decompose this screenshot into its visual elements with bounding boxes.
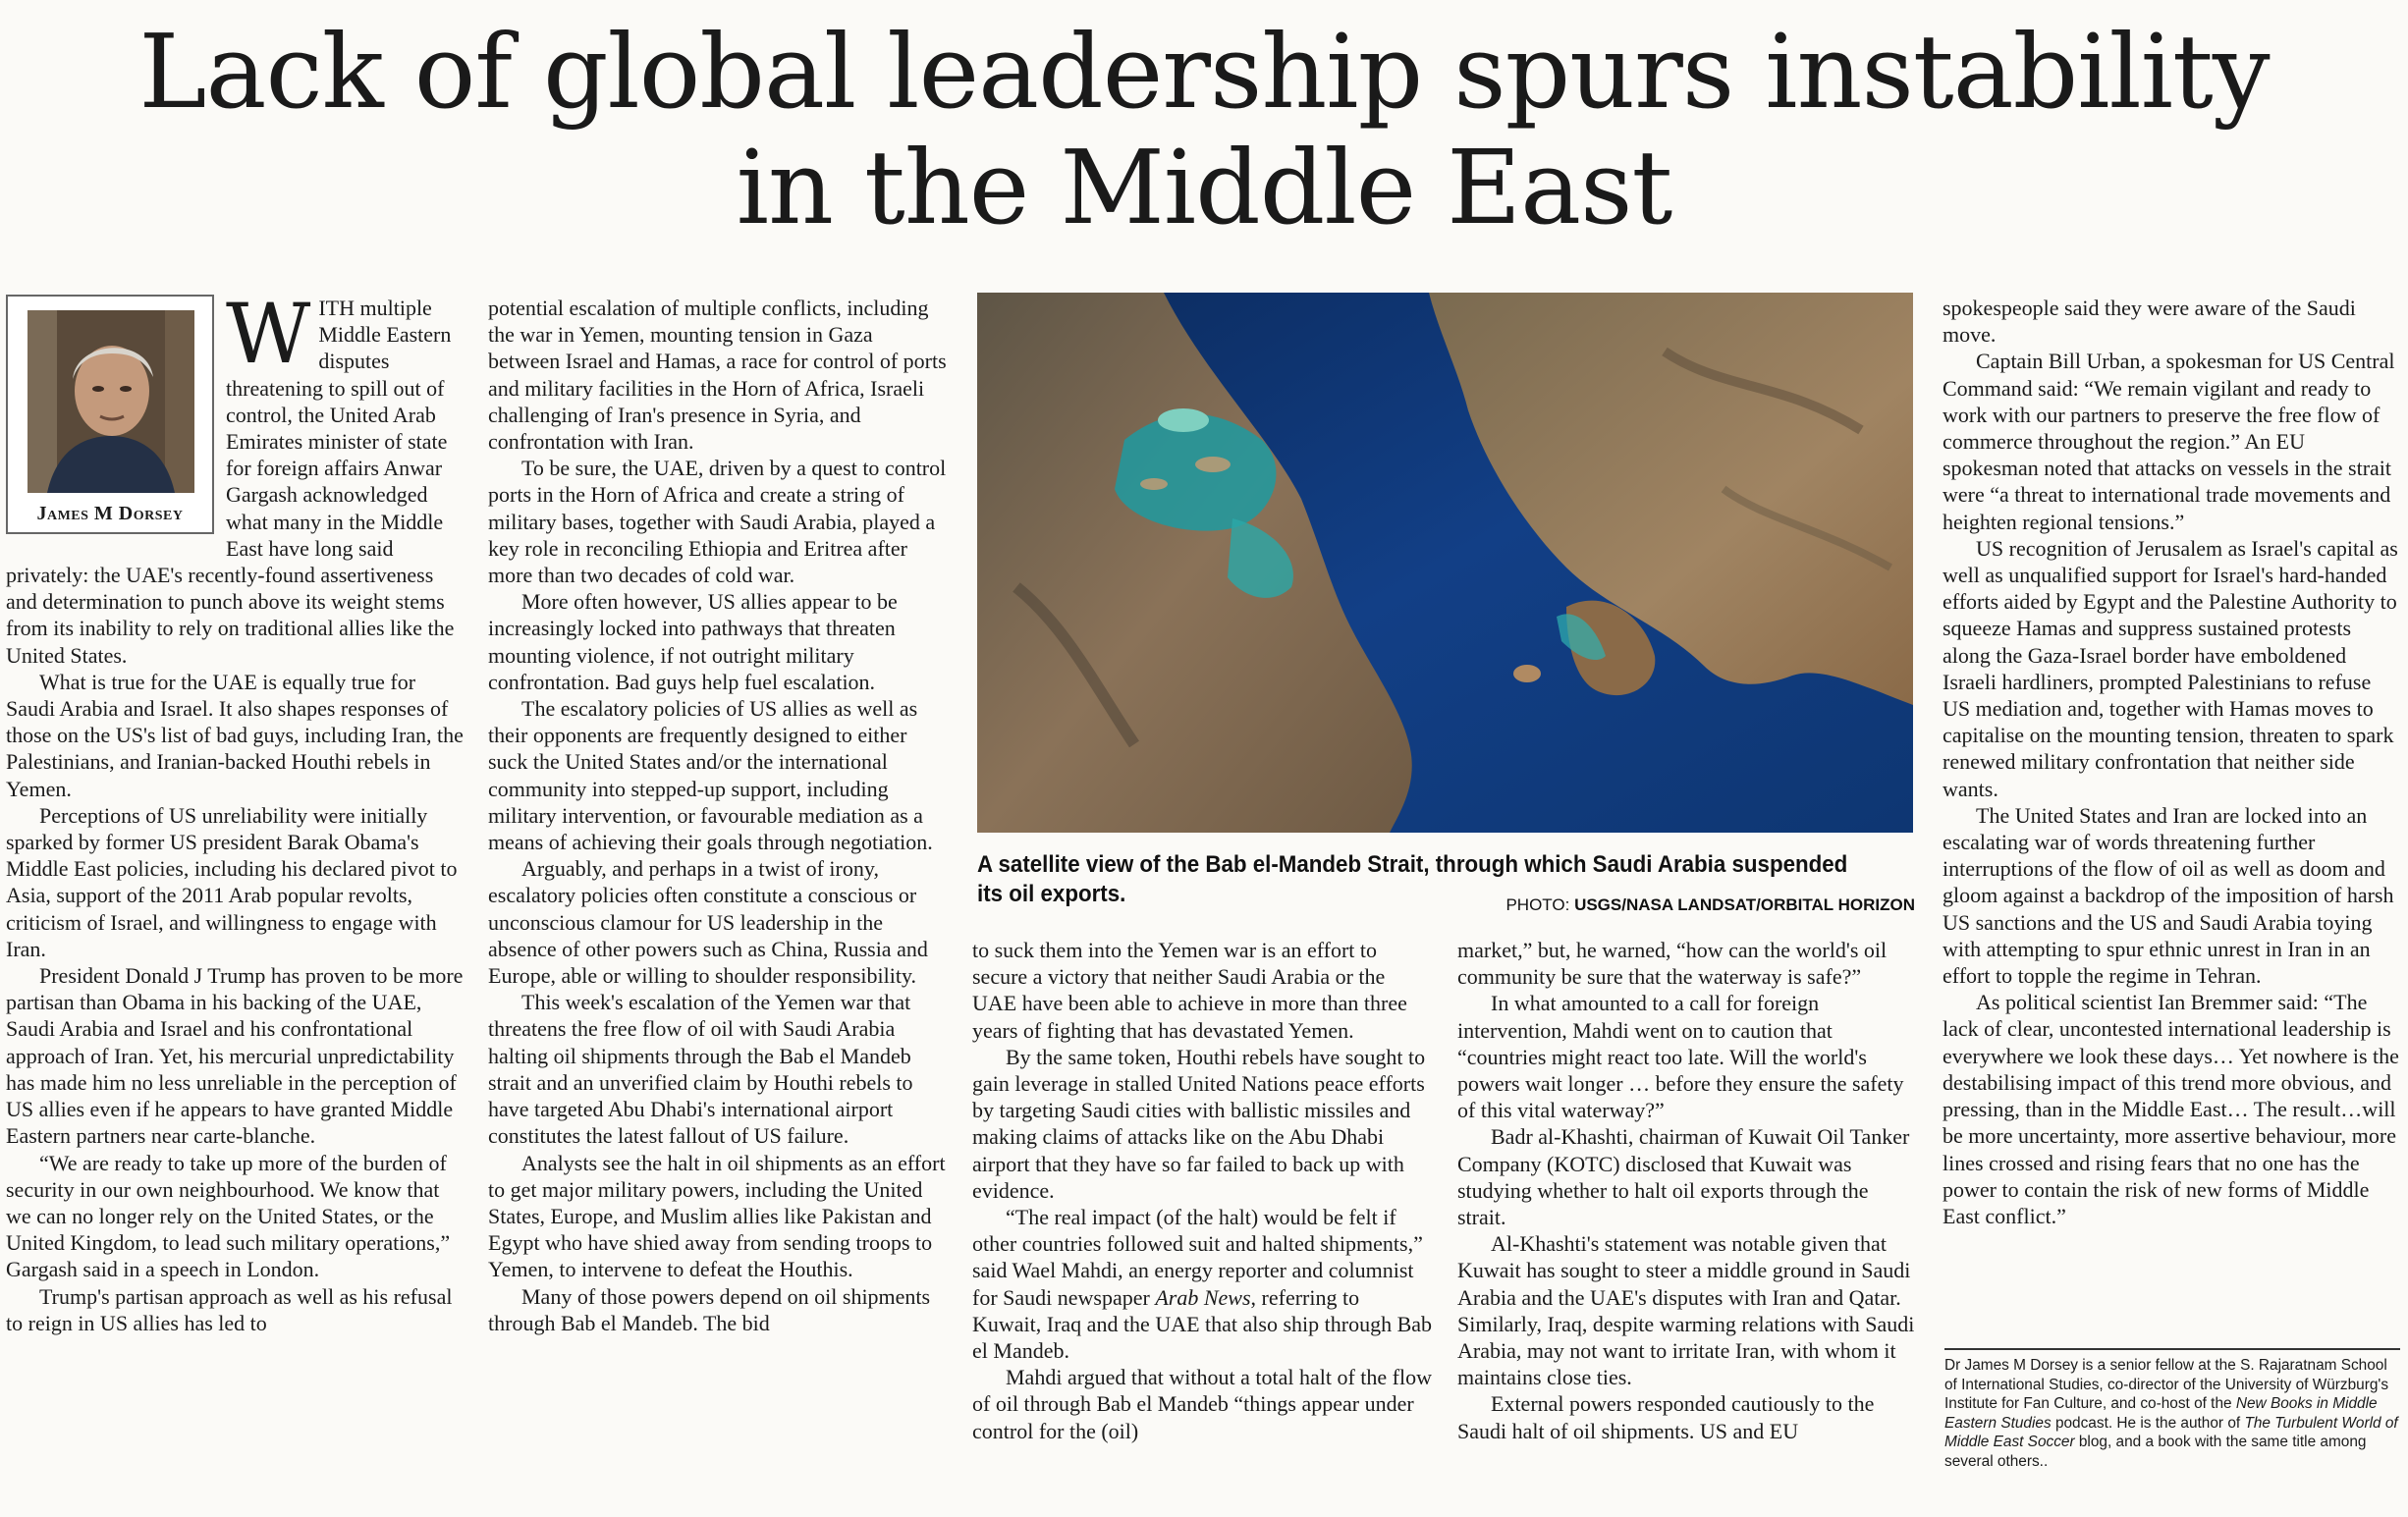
paragraph: “We are ready to take up more of the burden of security in our own neighbourhood. We know that we can no longer rely on the United States, or the United Kingdom, to lead such military operations,” Gargash said in a speech in London. xyxy=(6,1150,451,1282)
bio-text: Dr James M Dorsey is a senior fellow at the S. Rajaratnam School of International Studies, co-director of the University of Würzburg's Institute for Fan Culture, and co-host of the xyxy=(1944,1357,2389,1412)
paragraph: potential escalation of multiple conflicts, including the war in Yemen, mounting tension in Gaza between Israel and Hamas, a race for control of ports and military facilities in the Horn of Africa, Israeli challenging of Iran's presence in Syria, and confrontation with Iran. xyxy=(488,296,947,455)
paragraph: Many of those powers depend on oil shipments through Bab el Mandeb. The bid xyxy=(488,1283,931,1335)
paragraph: The escalatory policies of US allies as well as their opponents are frequently designed to either suck the United States and/or the international community into stepped-up support, including military intervention, or favourable mediation as a means of achieving their goals through negotiation. xyxy=(488,696,933,855)
paragraph: market,” but, he warned, “how can the world's oil community be sure that the waterway is safe?” xyxy=(1457,938,1888,990)
photo-credit-source: USGS/NASA LANDSAT/ORBITAL HORIZON xyxy=(1574,895,1915,914)
paragraph: External powers responded cautiously to the Saudi halt of oil shipments. US and EU xyxy=(1457,1391,1875,1443)
headline-line-1: Lack of global leadership spurs instability xyxy=(138,12,2270,132)
quote-text-end: , referring to Kuwait, Iraq and the UAE that also ship through Bab el Mandeb. xyxy=(972,1284,1433,1364)
photo-caption: A satellite view of the Bab el-Mandeb Strait, through which Saudi Arabia suspended its oil exports. xyxy=(977,851,1848,907)
paragraph: to suck them into the Yemen war is an effort to secure a victory that neither Saudi Arabia or the UAE have been able to achieve in more than three years of fighting that has devastated Yemen. xyxy=(972,938,1407,1043)
paragraph: Arguably, and perhaps in a twist of irony, escalatory policies often constitute a conscious or unconscious clamour for US leadership in the absence of other powers such as China, Russia and Europe, able or willing to shoulder responsibility. xyxy=(488,856,928,989)
author-bio xyxy=(1944,1356,2400,1471)
paragraph: US recognition of Jerusalem as Israel's capital as well as unqualified support for Israel's hard-handed efforts aided by Egypt and the Palestine Authority to squeeze Hamas and suppress sustained protests along the Gaza-Israel border have emboldened Israeli hardliners, prompted Palestinians to refuse US mediation and, together with Hamas moves to capitalise on the mounting tension, threaten to spark renewed military confrontation that neither side wants. xyxy=(1943,535,2398,801)
byline-name: James M Dorsey xyxy=(36,503,184,524)
satellite-image xyxy=(977,293,1913,833)
bio-text: podcast. He is the author of xyxy=(2054,1414,2241,1432)
photo-credit xyxy=(1477,895,1915,915)
article-column-2 xyxy=(488,295,948,1336)
satellite-photo xyxy=(977,293,1913,833)
article-column-3 xyxy=(972,937,1432,1444)
paragraph: Perceptions of US unreliability were initially sparked by former US president Barak Obama's Middle East policies, including his declared pivot to Asia, support of the 2011 Arab popular revolts, criticism of Israel, and willingness to engage with Iran. xyxy=(6,802,458,961)
paragraph: Analysts see the halt in oil shipments as an effort to get major military powers, including the United States, Europe, and Muslim allies like Pakistan and Egypt who have shied away from sending troops to Yemen, to intervene to defeat the Houthis. xyxy=(488,1150,946,1282)
article-column-1 xyxy=(6,286,465,1336)
paragraph: The United States and Iran are locked into an escalating war of words threatening further interruptions of the flow of oil as well as doom and gloom against a backdrop of the imposition of harsh US sanctions and the US and Saudi Arabia toying with attempting to spur ethnic unrest in Iran in an effort to topple the regime in Tehran. xyxy=(1943,802,2394,989)
paragraph: President Donald J Trump has proven to be more partisan than Obama in his backing of the UAE, Saudi Arabia and Israel and his confrontational approach of Iran. Yet, his mercurial unpredictability has made him no less unreliable in the perception of US allies even if he appears to have granted Middle Eastern partners near carte-blanche. xyxy=(6,963,464,1149)
paragraph: This week's escalation of the Yemen war that threatens the free flow of oil with Saudi Arabia halting oil shipments through the Bab el Mandeb strait and an unverified claim by Houthi rebels to have targeted Abu Dhabi's international airport constitutes the latest fallout of US failure. xyxy=(488,990,913,1149)
headline xyxy=(0,14,2408,245)
author-portrait xyxy=(27,310,194,493)
paragraph: What is true for the UAE is equally true for Saudi Arabia and Israel. It also shapes responses of those on the US's list of bad guys, including Iran, the Palestinians, and Iranian-backed Houthi rebels in Yemen. xyxy=(6,669,464,801)
paragraph: By the same token, Houthi rebels have sought to gain leverage in stalled United Nations peace efforts by targeting Saudi cities with ballistic missiles and making claims of attacks like on the Abu Dhabi airport that they have so far failed to back up with evidence. xyxy=(972,1044,1426,1203)
byline-box xyxy=(6,295,214,534)
bio-divider xyxy=(1944,1348,2400,1350)
blog-title: The Turbulent World of Middle East Soccer xyxy=(1944,1414,2398,1450)
paragraph: In what amounted to a call for foreign intervention, Mahdi went on to caution that “countries might react too late. Will the world's powers wait longer … before they ensure the safety of this vital waterway?” xyxy=(1457,991,1904,1123)
headline-line-2: in the Middle East xyxy=(736,128,1672,247)
paragraph: Captain Bill Urban, a spokesman for US Central Command said: “We remain vigilant and ready to work with our partners to preserve the free flow of commerce throughout the region.” An EU spokesman noted that attacks on vessels in the strait were “a threat to international trade movements and heighten regional tensions.” xyxy=(1943,349,2395,534)
article-column-4 xyxy=(1457,937,1917,1444)
paragraph: Badr al-Khashti, chairman of Kuwait Oil Tanker Company (KOTC) disclosed that Kuwait was studying whether to halt oil exports through the strait. xyxy=(1457,1124,1910,1230)
paragraph: More often however, US allies appear to be increasingly locked into pathways that threaten mounting violence, if not outright military confrontation. Bad guys help fuel escalation. xyxy=(488,589,898,694)
paragraph: spokespeople said they were aware of the Saudi move. xyxy=(1943,296,2356,348)
paragraph: Mahdi argued that without a total halt of the flow of oil through Bab el Mandeb “things appear under control for the (oil) xyxy=(972,1365,1432,1443)
podcast-title: New Books in Middle Eastern Studies xyxy=(1944,1395,2378,1432)
article-column-5 xyxy=(1943,295,2400,1229)
author-portrait-image xyxy=(27,310,194,493)
drop-cap: W xyxy=(226,286,311,382)
photo-credit-label: PHOTO: xyxy=(1505,895,1570,914)
lead-text: ITH multiple Middle Eastern disputes threatening to spill out of control, the United Arab Emirates minister of state for foreign affairs Anwar Gargash acknowledged what many in the Middle East have long said privately: the UAE's recently-found assertiveness and determination to punch above its weight stems from its inability to rely on traditional allies like the United States. xyxy=(6,296,455,668)
paragraph: Trump's partisan approach as well as his refusal to reign in US allies has led to xyxy=(6,1283,453,1335)
paragraph: As political scientist Ian Bremmer said: “The lack of clear, uncontested international leadership is everywhere we look these days… Yet nowhere is the destabilising impact of this trend more obvious, and pressing, than in the Middle East… The result…will be more uncertainty, more assertive behaviour, more lines crossed and rising fears that no one has the power to contain the risk of new forms of Middle East conflict.” xyxy=(1943,990,2399,1228)
paragraph: To be sure, the UAE, driven by a quest to control ports in the Horn of Africa and create a string of military bases, together with Saudi Arabia, played a key role in reconciling Ethiopia and Eritrea after more than two decades of cold war. xyxy=(488,456,947,588)
publication-name: Arab News xyxy=(1155,1284,1251,1310)
paragraph: Al-Khashti's statement was notable given that Kuwait has sought to steer a middle ground in Saudi Arabia and the UAE's disputes with Iran and Qatar. Similarly, Iraq, despite warming relations with Saudi Arabia, may not want to irritate Iran, with whom it maintains close ties. xyxy=(1457,1231,1915,1390)
quote-text: “The real impact (of the halt) would be felt if other countries followed suit and halted shipments,” said Wael Mahdi, an energy reporter and columnist for Saudi newspaper xyxy=(972,1205,1423,1310)
bio-text: blog, and a book with the same title among several others.. xyxy=(1944,1434,2367,1470)
paragraph xyxy=(972,1204,1432,1364)
